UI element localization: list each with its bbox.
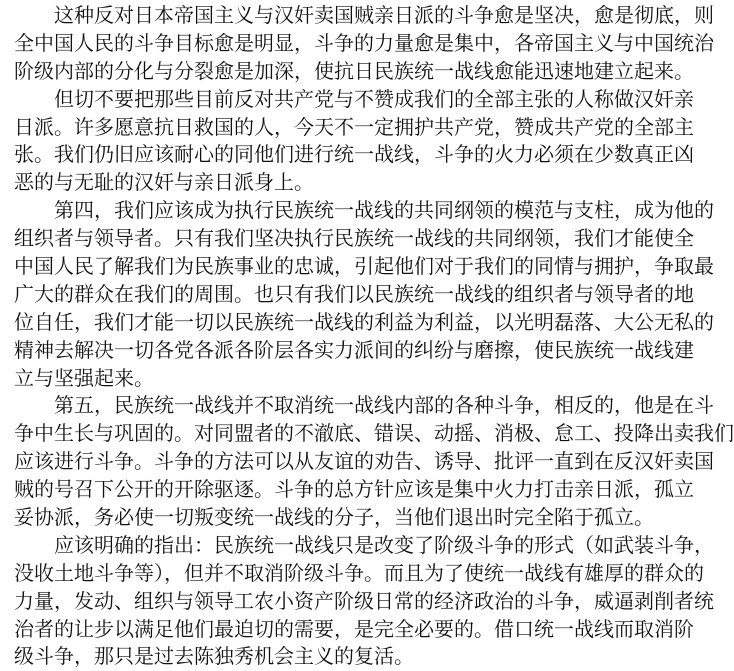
- text-line: 位自任，我们才能一切以民族统一战线的利益为利益，以光明磊落、大公无私的: [14, 309, 714, 334]
- text-line: 力量，发动、组织与领导工农小资产阶级日常的经济政治的斗争，威逼剥削者统: [14, 588, 714, 613]
- text-line: 应该明确的指出：民族统一战线只是改变了阶级斗争的形式（如武装斗争，: [54, 532, 714, 557]
- text-line: 日派。许多愿意抗日救国的人，今天不一定拥护共产党，赞成共产党的全部主: [14, 114, 694, 139]
- paragraph-3: [14, 197, 714, 392]
- text-line: 治者的让步以满足他们最迫切的需要，是完全必要的。借口统一战线而取消阶: [14, 616, 694, 641]
- text-line: 争中生长与巩固的。对同盟者的不澈底、错误、动摇、消极、怠工、投降出卖我们: [14, 421, 734, 446]
- paragraph-2: [14, 86, 694, 198]
- text-line: 贼的号召下公开的开除驱逐。斗争的总方针应该是集中火力打击亲日派，孤立: [14, 477, 694, 502]
- text-line: 第五，民族统一战线并不取消统一战线内部的各种斗争，相反的，他是在斗: [54, 393, 714, 418]
- text-line: 阶级内部的分化与分裂愈是加深，使抗日民族统一战线愈能迅速地建立起来。: [14, 58, 694, 83]
- text-line: 全中国人民的斗争目标愈是明显，斗争的力量愈是集中，各帝国主义与中国统治: [14, 30, 714, 55]
- paragraph-1: [14, 2, 714, 86]
- text-line: 应该进行斗争。斗争的方法可以从友谊的劝告、诱导、批评一直到在反汉奸卖国: [14, 449, 714, 474]
- paragraph-4: [14, 392, 734, 531]
- text-line: 没收土地斗争等），但并不取消阶级斗争。而且为了使统一战线有雄厚的群众的: [14, 560, 704, 585]
- text-line: 广大的群众在我们的周围。也只有我们以民族统一战线的组织者与领导者的地: [14, 281, 694, 306]
- text-line: 精神去解决一切各党各派各阶层各实力派间的纠纷与磨擦，使民族统一战线建: [14, 337, 694, 362]
- text-line: 妥协派，务必使一切叛变统一战线的分子，当他们退出时完全陷于孤立。: [14, 505, 654, 530]
- text-line: 张。我们仍旧应该耐心的同他们进行统一战线，斗争的火力必须在少数真正凶: [14, 142, 694, 167]
- paragraph-5: [14, 532, 714, 671]
- text-line: 立与坚强起来。: [14, 365, 154, 390]
- text-line: 组织者与领导者。只有我们坚决执行民族统一战线的共同纲领，我们才能使全: [14, 226, 694, 251]
- text-line: 第四，我们应该成为执行民族统一战线的共同纲领的模范与支柱，成为他的: [54, 198, 714, 223]
- text-line: 但切不要把那些目前反对共产党与不赞成我们的全部主张的人称做汉奸亲: [54, 86, 694, 111]
- text-line: 中国人民了解我们为民族事业的忠诚，引起他们对于我们的同情与拥护，争取最: [14, 254, 714, 279]
- text-line: 恶的与无耻的汉奸与亲日派身上。: [14, 170, 314, 195]
- text-line: 级斗争，那只是过去陈独秀机会主义的复活。: [14, 644, 414, 669]
- text-line: 这种反对日本帝国主义与汉奸卖国贼亲日派的斗争愈是坚决，愈是彻底，则: [54, 3, 714, 27]
